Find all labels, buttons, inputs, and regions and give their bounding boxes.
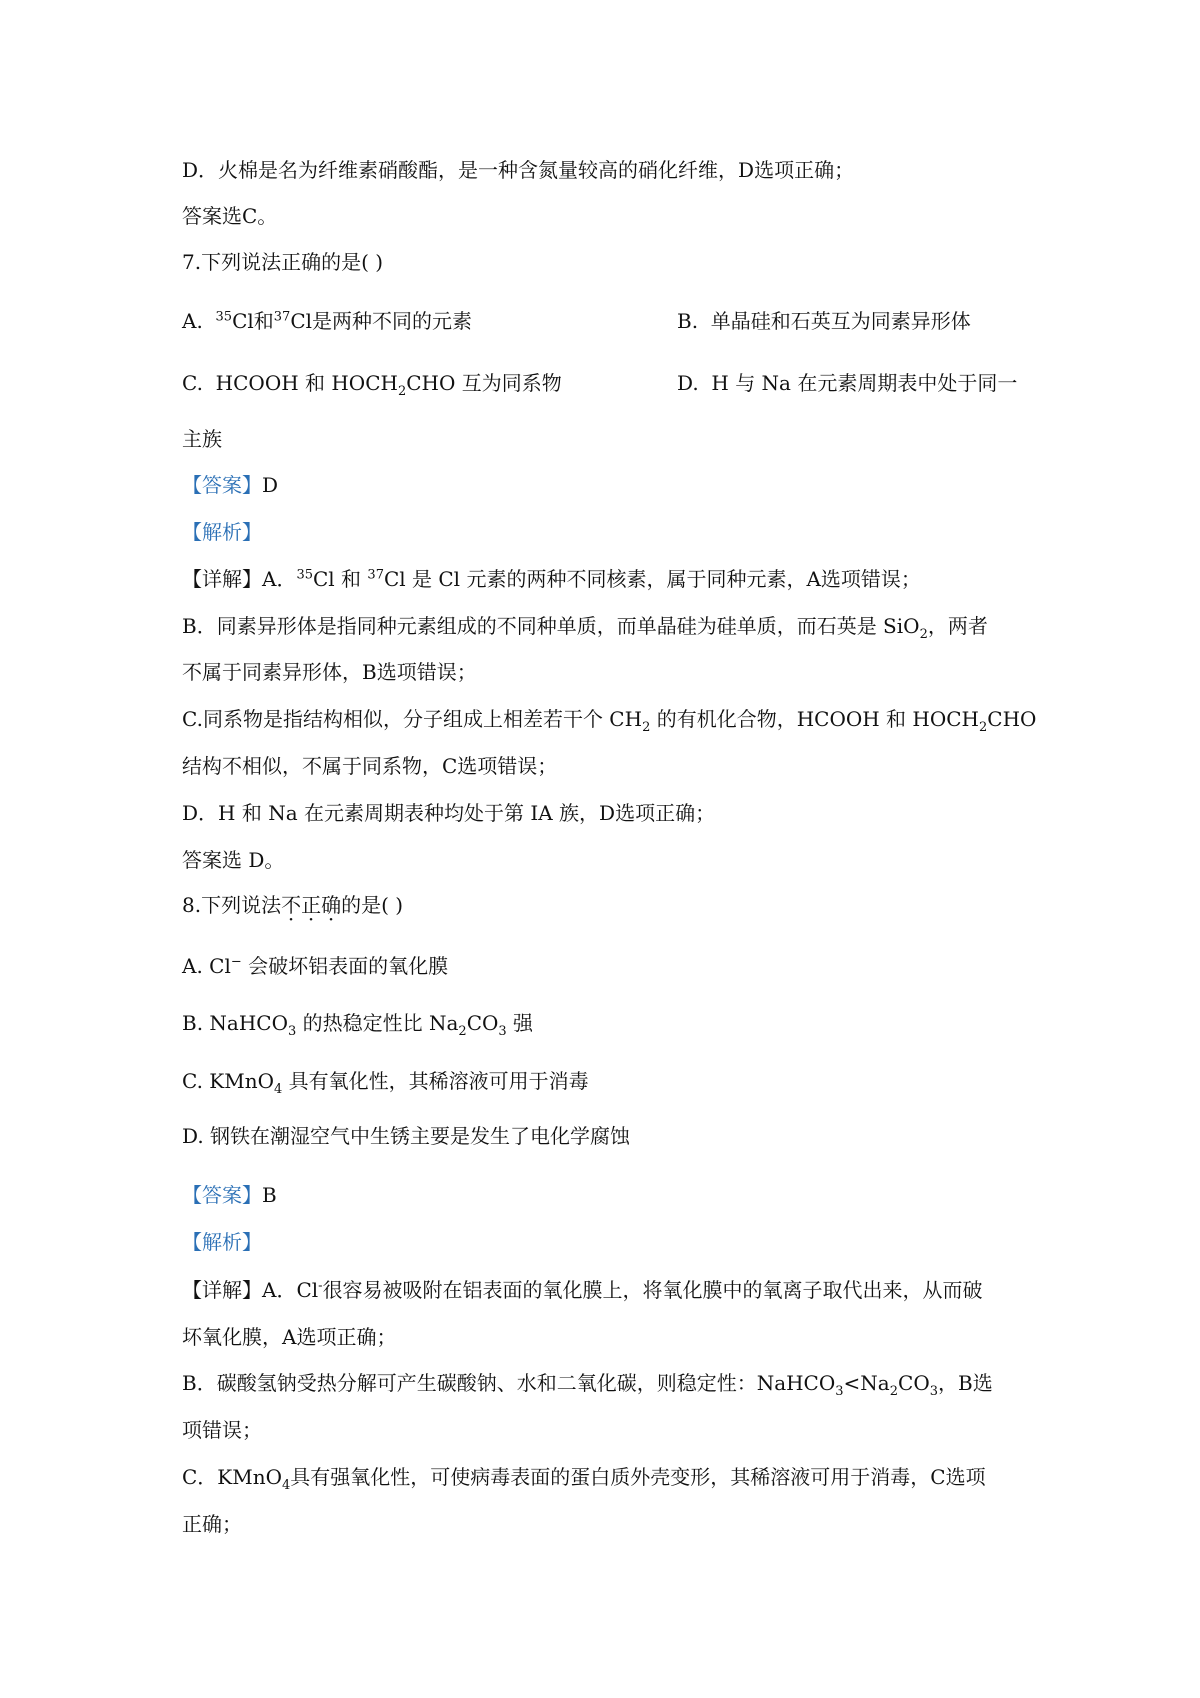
q8-detail-b-post: ，B选 — [938, 1371, 993, 1395]
q7-a-sup2: 37 — [273, 309, 291, 325]
q6-option-d-explanation: D．火棉是名为纤维素硝酸酯，是一种含氮量较高的硝化纤维，D选项正确； — [182, 158, 855, 182]
q8-detail-c-sub: 4 — [282, 1478, 291, 1493]
q8-detail-c-post: 具有强氧化性，可使病毒表面的蛋白质外壳变形，其稀溶液可用于消毒，C选项 — [290, 1465, 986, 1489]
q8-option-d: D. 钢铁在潮湿空气中生锈主要是发生了电化学腐蚀 — [182, 1124, 631, 1148]
q7-a-sup1: 35 — [215, 309, 233, 325]
q8-b-t4: 强 — [506, 1011, 534, 1035]
q8-detail-b-pre: B．碳酸氢钠受热分解可产生碳酸钠、水和二氧化碳，则稳定性：NaHCO — [182, 1371, 836, 1395]
q7-a-el1: Cl — [232, 309, 254, 333]
q8-detail-b-sub3: 3 — [929, 1384, 938, 1399]
q7-c-t2: CHO 互为同系物 — [406, 371, 562, 395]
q6-answer-choice: 答案选C。 — [182, 204, 278, 228]
q7-a-el2: Cl — [290, 309, 313, 333]
q7-detail-b-post: ，两者 — [927, 614, 988, 638]
q7-option-c — [182, 371, 562, 399]
q7-c-sub: 2 — [397, 384, 407, 399]
q8-detail-c-pre: C．KMnO — [182, 1465, 282, 1489]
q7-answer — [182, 473, 278, 497]
q7-option-b-label: B. — [677, 309, 699, 333]
q8-option-c — [182, 1069, 589, 1097]
q7-option-d-label: D. — [677, 371, 699, 395]
q7-detail-a-t1: Cl 和 — [313, 567, 368, 591]
q7-detail-c-line2: 结构不相似，不属于同系物，C选项错误； — [182, 754, 558, 778]
q7-detail-c-line1 — [182, 707, 1037, 735]
q7-detail-a-sup1: 35 — [296, 567, 313, 583]
q7-option-c-label: C. — [182, 371, 203, 395]
q8-detail-c-line1 — [182, 1465, 986, 1493]
q8-detail-b-mid2: CO — [898, 1371, 930, 1395]
q8-detail-b-sub2: 2 — [889, 1384, 899, 1399]
q8-option-a — [182, 954, 448, 978]
q7-detail-c-mid: 的有机化合物，HCOOH 和 HOCH — [650, 707, 979, 731]
q8-stem-pre: 8.下列说法 — [182, 893, 282, 917]
q8-a-t1: A. Cl — [182, 954, 231, 978]
q8-b-t3: CO — [466, 1011, 499, 1035]
q7-detail-b-pre: B．同素异形体是指同种元素组成的不同种单质，而单晶硅为硅单质，而石英是 SiO — [182, 614, 920, 638]
q8-stem-post: 的是( ) — [341, 893, 404, 917]
q7-detail-c-pre: C.同系物是指结构相似，分子组成上相差若干个 CH — [182, 707, 643, 731]
q7-detail-a-sup2: 37 — [367, 567, 384, 583]
q8-c-t1: C. KMnO — [182, 1069, 275, 1093]
q8-b-t1: B. NaHCO — [182, 1011, 288, 1035]
q7-detail-a-prefix: 【详解】A． — [182, 567, 297, 591]
q8-analysis-tag: 【解析】 — [182, 1230, 262, 1254]
q8-detail-b-mid: <Na — [843, 1371, 890, 1395]
q8-stem-emph-2: 正 — [301, 893, 322, 917]
q8-option-b — [182, 1011, 534, 1039]
q8-detail-b-line2: 项错误； — [182, 1418, 262, 1442]
q8-detail-a-line2: 坏氧化膜，A选项正确； — [182, 1325, 397, 1349]
q8-b-sub3: 3 — [498, 1024, 507, 1039]
q8-a-t2: 会破坏铝表面的氧化膜 — [241, 954, 449, 978]
q7-c-t1: HCOOH 和 HOCH — [215, 371, 398, 395]
q8-a-sup: − — [230, 954, 242, 970]
q8-b-sub1: 3 — [287, 1024, 297, 1039]
q7-analysis-tag: 【解析】 — [182, 520, 262, 544]
q7-option-a — [182, 309, 472, 333]
q7-detail-c-sub1: 2 — [642, 720, 651, 735]
q7-detail-b-sub: 2 — [919, 627, 928, 642]
q7-option-d — [677, 371, 1017, 395]
q7-detail-b-line1 — [182, 614, 988, 642]
q7-answer-value: D — [262, 473, 279, 497]
q7-answer-tag: 【答案】 — [182, 473, 262, 497]
q8-stem-emph-1: 不 — [281, 893, 302, 917]
q8-detail-c-line2: 正确； — [182, 1512, 242, 1536]
q7-a-mid: 和 — [253, 309, 274, 333]
q7-option-a-label: A. — [182, 309, 203, 333]
q8-detail-a-line1 — [182, 1278, 983, 1302]
q8-b-sub2: 2 — [458, 1024, 467, 1039]
q8-stem-emph-3: 确 — [321, 893, 342, 917]
q8-answer — [182, 1183, 277, 1207]
q8-c-t2: 具有氧化性，其稀溶液可用于消毒 — [282, 1069, 589, 1093]
q7-option-d-continued: 主族 — [182, 427, 222, 451]
q7-detail-d: D．H 和 Na 在元素周期表种均处于第 IA 族，D选项正确； — [182, 801, 716, 825]
q7-detail-b-line2: 不属于同素异形体，B选项错误； — [182, 660, 477, 684]
q8-detail-a-pre: 【详解】A．Cl — [182, 1278, 319, 1302]
q7-answer-choice: 答案选 D。 — [182, 848, 285, 872]
q7-option-b-text: 单晶硅和石英互为同素异形体 — [710, 309, 971, 333]
q8-detail-b-sub1: 3 — [835, 1384, 844, 1399]
q7-stem: 7.下列说法正确的是( ) — [182, 250, 384, 274]
q7-option-d-text: H 与 Na 在元素周期表中处于同一 — [711, 371, 1018, 395]
q8-c-sub: 4 — [274, 1082, 283, 1097]
q8-detail-a-post: 很容易被吸附在铝表面的氧化膜上，将氧化膜中的氧离子取代出来，从而破 — [322, 1278, 983, 1302]
q7-detail-a-t2: Cl 是 Cl 元素的两种不同核素，属于同种元素，A选项错误； — [383, 567, 921, 591]
q8-stem — [182, 893, 403, 917]
q8-detail-b-line1 — [182, 1371, 993, 1399]
q7-detail-a — [182, 567, 921, 591]
q8-b-t2: 的热稳定性比 Na — [296, 1011, 459, 1035]
q7-detail-c-sub2: 2 — [978, 720, 988, 735]
q7-option-b — [677, 309, 971, 333]
q7-detail-c-post: CHO — [987, 707, 1037, 731]
q7-a-rest: 是两种不同的元素 — [312, 309, 473, 333]
q8-answer-value: B — [262, 1183, 277, 1207]
q8-answer-tag: 【答案】 — [182, 1183, 262, 1207]
q8-detail-a-sup: - — [318, 1278, 323, 1294]
